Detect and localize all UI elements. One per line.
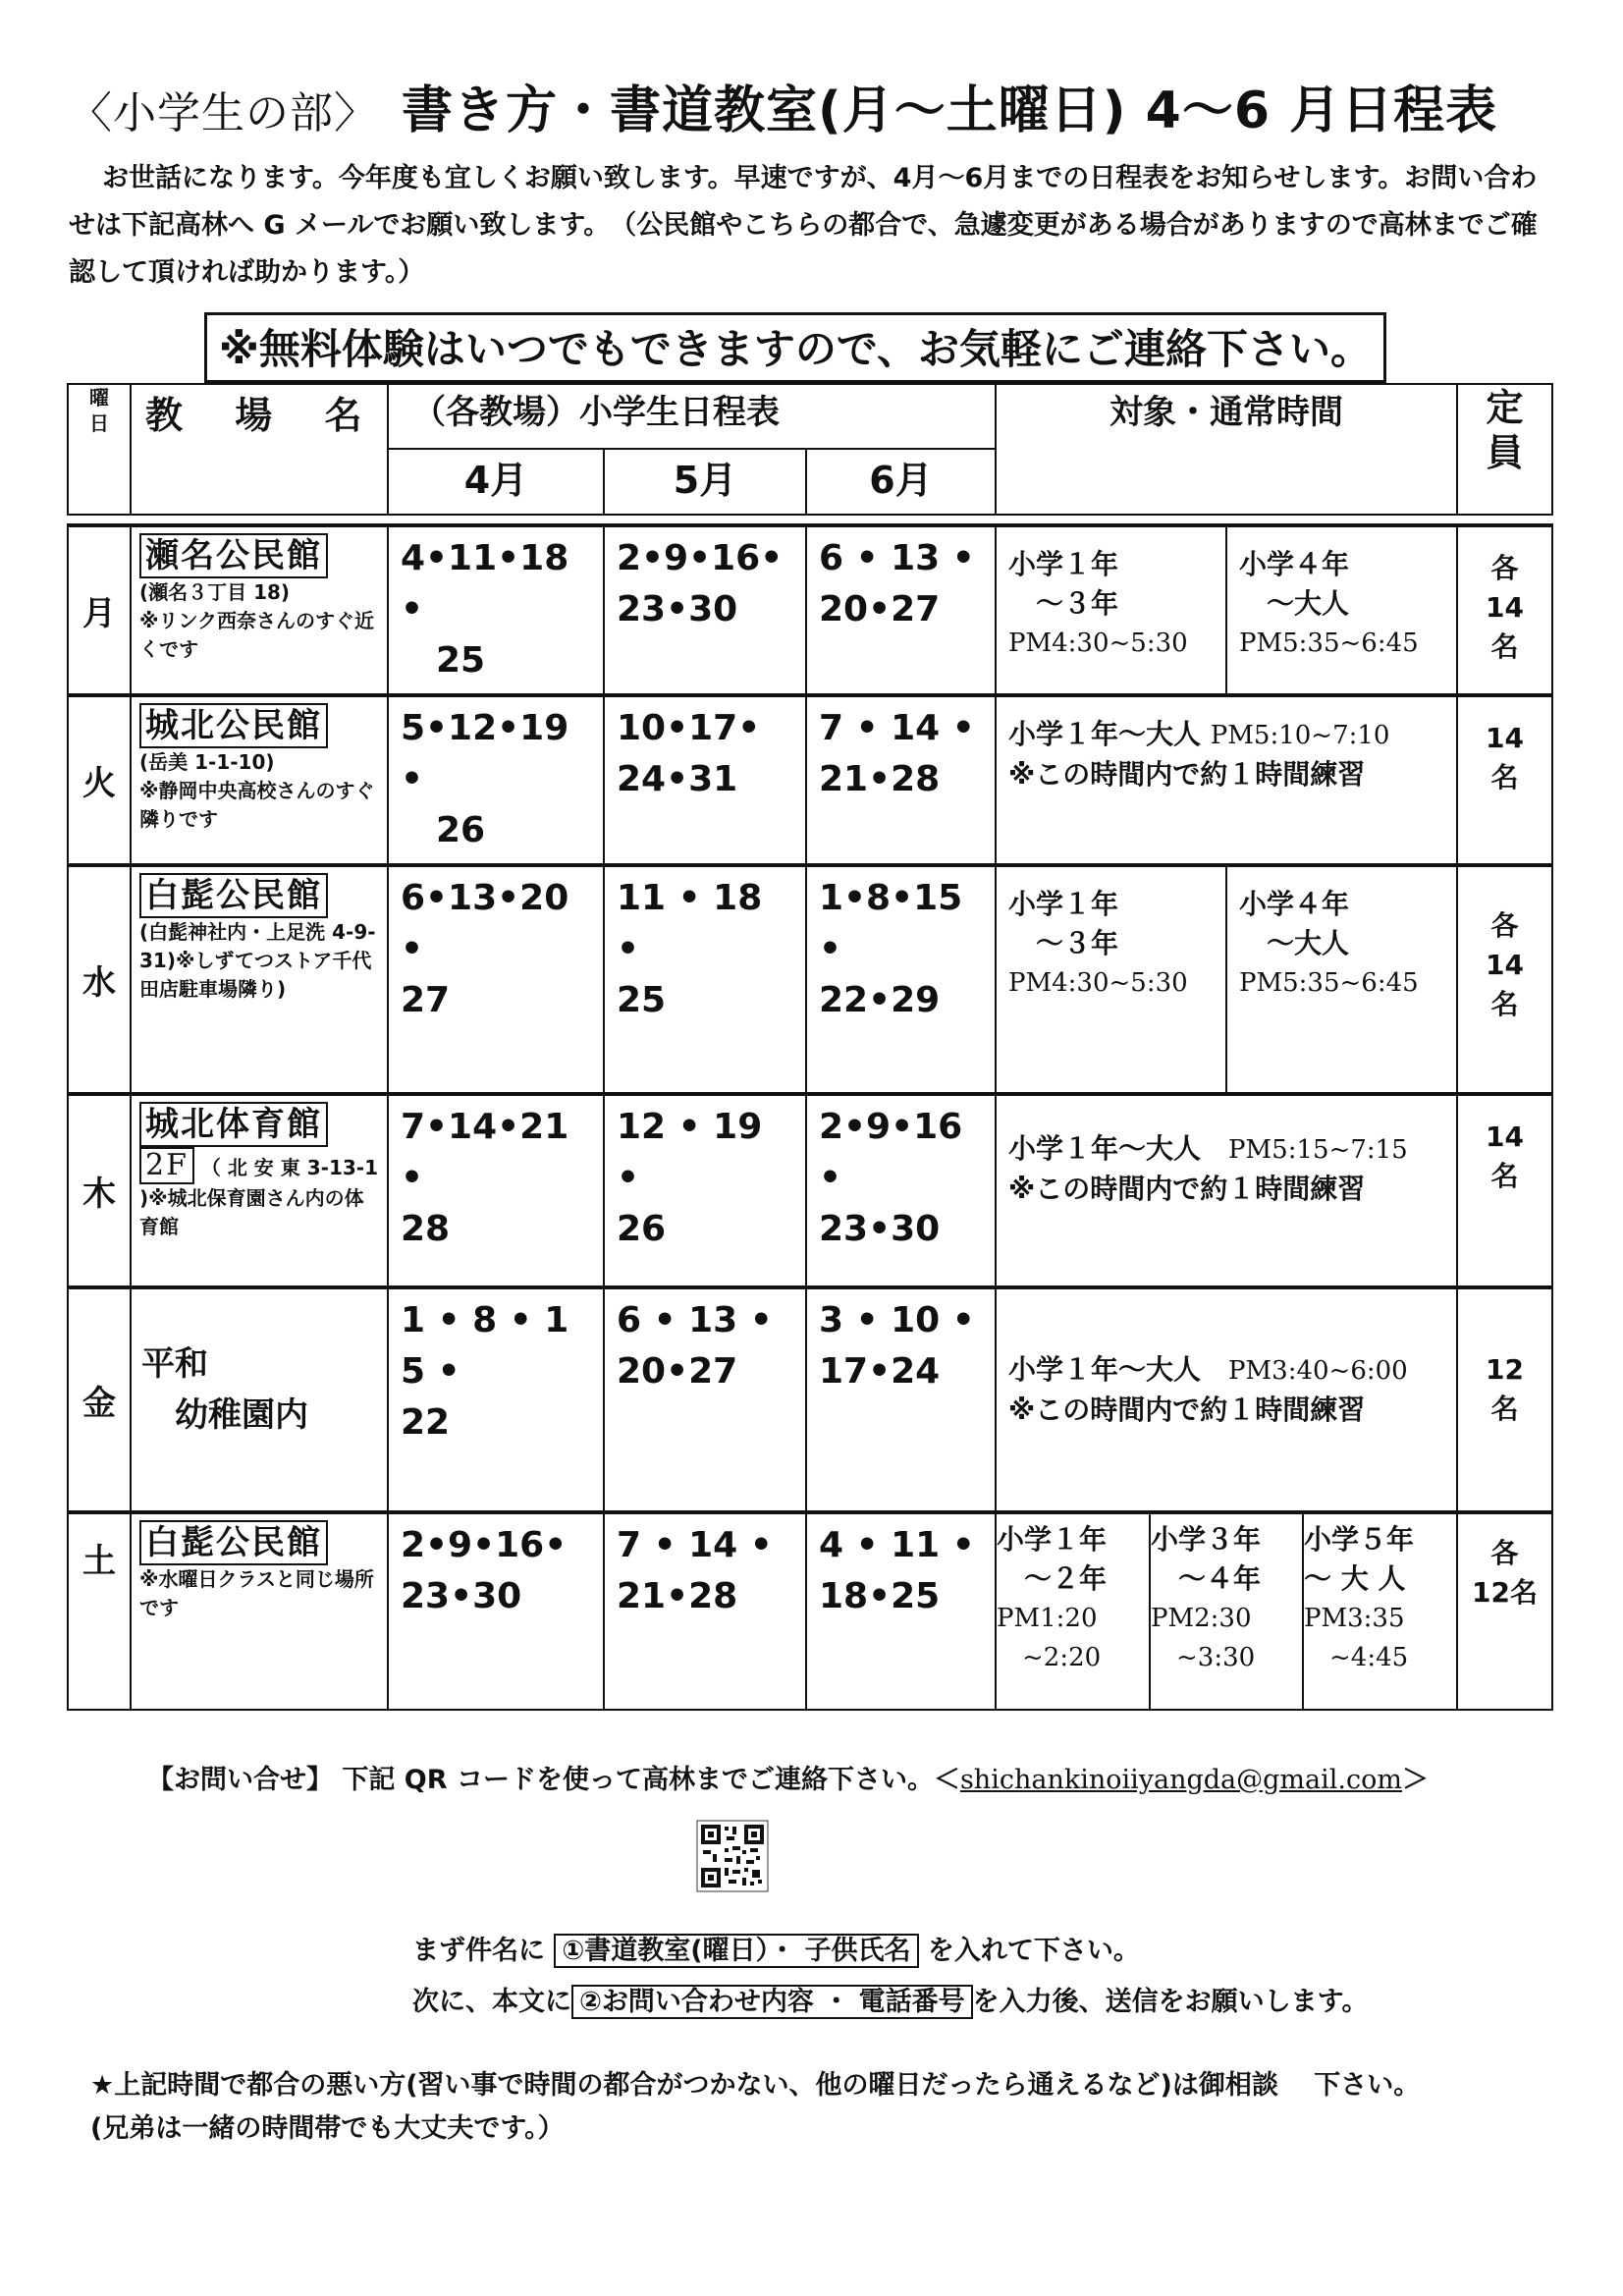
day-cell: 月 bbox=[68, 525, 131, 695]
target-time: PM3:40~6:00 bbox=[1228, 1355, 1408, 1386]
dates-april: 6•13•20• 27 bbox=[388, 865, 604, 1094]
dates-june: 3 • 10 • 17•24 bbox=[806, 1287, 996, 1512]
target-grade: ～３年 bbox=[1008, 926, 1119, 959]
day-cell: 金 bbox=[68, 1287, 131, 1512]
table-row bbox=[68, 1094, 1552, 1287]
instruction-prefix: 次に、本文に bbox=[412, 1987, 571, 2017]
dates-may: 11 • 18 • 25 bbox=[604, 865, 806, 1094]
header-target: 対象・通常時間 bbox=[996, 384, 1457, 515]
target-grade: 小学１年～大人 bbox=[1008, 717, 1202, 750]
target-group bbox=[997, 1514, 1150, 1709]
target-group bbox=[1150, 1514, 1303, 1709]
footer-note bbox=[90, 2064, 1420, 2151]
header-schedule: （各教場）小学生日程表 bbox=[388, 384, 996, 449]
subject-format-box: ①書道教室(曜日）・ 子供氏名 bbox=[554, 1934, 918, 1968]
target-grade: ～２年 bbox=[997, 1561, 1108, 1595]
target-time: PM2:30 bbox=[1151, 1603, 1252, 1633]
target-note: ※この時間内で約１時間練習 bbox=[1008, 757, 1366, 791]
day-cell: 火 bbox=[68, 695, 131, 865]
target-time: PM1:20 bbox=[997, 1603, 1098, 1633]
instruction-line-2 bbox=[412, 1980, 1369, 2018]
dates-may: 2•9•16• 23•30 bbox=[604, 525, 806, 695]
table-row bbox=[68, 525, 1552, 695]
target-time: PM5:35~6:45 bbox=[1239, 967, 1419, 998]
note-line-1: ★上記時間で都合の悪い方(習い事で時間の都合がつかない、他の曜日だったら通えるなど)は御相談 下さい。 bbox=[90, 2070, 1421, 2101]
contact-text: 下記 QR コードを使って高林までご連絡下さい。＜ bbox=[342, 1765, 960, 1795]
target-cell bbox=[996, 525, 1226, 695]
target-grade: ～３年 bbox=[1008, 586, 1119, 620]
dates-june: 2•9•16• 23•30 bbox=[806, 1094, 996, 1287]
target-time: PM4:30~5:30 bbox=[1008, 628, 1188, 658]
target-grade: 小学１年～大人 bbox=[1008, 1352, 1202, 1386]
day-cell: 木 bbox=[68, 1094, 131, 1287]
dates-may: 7 • 14 • 21•28 bbox=[604, 1512, 806, 1710]
instruction-suffix: を入れて下さい。 bbox=[927, 1936, 1140, 1966]
capacity-cell: 各 14 名 bbox=[1457, 525, 1552, 695]
venue-cell bbox=[131, 1512, 388, 1710]
instruction-suffix: を入力後、送信をお願いします。 bbox=[972, 1987, 1369, 2017]
dates-june: 1•8•15• 22•29 bbox=[806, 865, 996, 1094]
header-april: 4月 bbox=[388, 449, 604, 514]
venue-note: (瀬名３丁目 18) ※リンク西奈さんのすぐ近くです bbox=[139, 579, 375, 661]
dates-may: 12 • 19 • 26 bbox=[604, 1094, 806, 1287]
venue-name: 白髭公民館 bbox=[139, 1520, 328, 1565]
target-grade: 小学１年 bbox=[1008, 887, 1119, 920]
capacity-cell: 12 名 bbox=[1457, 1287, 1552, 1512]
title-main: 書き方・書道教室(月～土曜日) 4～6 月日程表 bbox=[402, 82, 1498, 140]
venue-name: 平和 幼稚園内 bbox=[131, 1287, 388, 1512]
target-grade: ～大人 bbox=[1239, 926, 1350, 959]
dates-june: 7 • 14 • 21•28 bbox=[806, 695, 996, 865]
target-group bbox=[1303, 1514, 1456, 1709]
day-cell: 土 bbox=[68, 1512, 131, 1710]
intro-line: お世話になります。今年度も宜しくお願い致します。早速ですが、4月～6月までの日程表をお知らせします。お問い合わせは下記高林へ G メールでお願い致します。 （公民館やこちらの都合で、急遽変更がある場合がありますので高林までご確認して頂ければ助かります。） bbox=[69, 163, 1538, 288]
free-trial-banner: ※無料体験はいつでもできますので、お気軽にご連絡下さい。 bbox=[204, 312, 1386, 383]
venue-note: (岳美 1-1-10) ※静岡中央高校さんのすぐ隣りです bbox=[139, 749, 375, 831]
capacity-cell: 14 名 bbox=[1457, 695, 1552, 865]
target-cell bbox=[996, 1512, 1457, 1710]
target-grade: 小学１年 bbox=[997, 1522, 1108, 1556]
target-cell bbox=[996, 1094, 1457, 1287]
venue-note: ※水曜日クラスと同じ場所です bbox=[139, 1566, 374, 1619]
target-time: ~2:20 bbox=[997, 1642, 1102, 1672]
dates-april: 7•14•21• 28 bbox=[388, 1094, 604, 1287]
schedule-table bbox=[67, 383, 1553, 1711]
table-row bbox=[68, 1287, 1552, 1512]
target-time: PM4:30~5:30 bbox=[1008, 967, 1188, 998]
target-cell bbox=[996, 1287, 1457, 1512]
target-grade: 小学５年 bbox=[1304, 1522, 1415, 1556]
venue-name: 城北公民館 bbox=[139, 703, 328, 748]
page-title bbox=[69, 69, 1561, 142]
dates-may: 10•17• 24•31 bbox=[604, 695, 806, 865]
instruction-line-1 bbox=[412, 1929, 1140, 1967]
target-grade: 小学４年 bbox=[1239, 887, 1350, 920]
target-cell bbox=[996, 695, 1457, 865]
dates-may: 6 • 13 • 20•27 bbox=[604, 1287, 806, 1512]
contact-email-link[interactable]: shichankinoiiyangda@gmail.com bbox=[959, 1765, 1402, 1795]
venue-cell bbox=[131, 695, 388, 865]
body-format-box: ②お問い合わせ内容 ・ 電話番号 bbox=[571, 1985, 973, 2019]
dates-april: 1 • 8 • 15 • 22 bbox=[388, 1287, 604, 1512]
table-row bbox=[68, 865, 1552, 1094]
venue-note: (白髭神社内・上足洗 4-9-31)※しずてつストア千代田店駐車場隣り) bbox=[139, 919, 376, 1001]
header-june: 6月 bbox=[806, 449, 996, 514]
note-line-2: (兄弟は一緒の時間帯でも大丈夫です。） bbox=[90, 2113, 565, 2144]
venue-cell bbox=[131, 865, 388, 1094]
table-row bbox=[68, 1512, 1552, 1710]
target-grade: 小学３年 bbox=[1151, 1522, 1262, 1556]
target-grade: ～４年 bbox=[1151, 1561, 1262, 1595]
contact-line bbox=[147, 1758, 1429, 1796]
dates-april: 4•11•18• 25 bbox=[388, 525, 604, 695]
dates-june: 4 • 11 • 18•25 bbox=[806, 1512, 996, 1710]
dates-april: 5•12•19• 26 bbox=[388, 695, 604, 865]
target-time: PM5:15~7:15 bbox=[1228, 1134, 1408, 1165]
capacity-cell: 各 12名 bbox=[1457, 1512, 1552, 1710]
intro-text bbox=[69, 155, 1561, 297]
venue-floor: 2F bbox=[139, 1147, 194, 1184]
day-cell: 水 bbox=[68, 865, 131, 1094]
target-grade: 小学４年 bbox=[1239, 547, 1350, 580]
venue-name: 白髭公民館 bbox=[139, 873, 328, 918]
venue-cell bbox=[131, 525, 388, 695]
target-grade: ～ 大 人 bbox=[1304, 1561, 1406, 1595]
target-cell bbox=[996, 865, 1226, 1094]
dates-april: 2•9•16• 23•30 bbox=[388, 1512, 604, 1710]
target-cell bbox=[1226, 865, 1457, 1094]
instruction-prefix: まず件名に bbox=[412, 1936, 545, 1966]
header-venue: 教 場 名 bbox=[131, 384, 388, 515]
target-grade: ～大人 bbox=[1239, 586, 1350, 620]
header-day: 曜日 bbox=[68, 384, 131, 515]
dates-june: 6 • 13 • 20•27 bbox=[806, 525, 996, 695]
target-note: ※この時間内で約１時間練習 bbox=[1008, 1172, 1366, 1205]
qr-code-icon[interactable] bbox=[685, 1805, 780, 1913]
capacity-cell: 14 名 bbox=[1457, 1094, 1552, 1287]
target-time: PM3:35 bbox=[1304, 1603, 1405, 1633]
target-grade: 小学１年 bbox=[1008, 547, 1119, 580]
target-grade: 小学１年～大人 bbox=[1008, 1131, 1202, 1165]
target-cell bbox=[1226, 525, 1457, 695]
venue-note bbox=[139, 1147, 379, 1241]
venue-address: （ 北 安 東 3-13-1 )※城北保育園さん内の体育館 bbox=[139, 1155, 378, 1238]
target-note: ※この時間内で約１時間練習 bbox=[1008, 1393, 1366, 1426]
target-time: PM5:35~6:45 bbox=[1239, 628, 1419, 658]
contact-close: ＞ bbox=[1401, 1765, 1429, 1795]
header-capacity: 定員 bbox=[1457, 384, 1552, 515]
target-time: ~4:45 bbox=[1304, 1642, 1409, 1672]
title-prefix: 〈小学生の部〉 bbox=[69, 88, 378, 138]
target-time: PM5:10~7:10 bbox=[1210, 720, 1390, 750]
contact-label: 【お問い合せ】 bbox=[147, 1765, 333, 1795]
venue-name: 城北体育館 bbox=[139, 1102, 328, 1147]
capacity-cell: 各 14 名 bbox=[1457, 865, 1552, 1094]
venue-name: 瀬名公民館 bbox=[139, 533, 328, 578]
header-may: 5月 bbox=[604, 449, 806, 514]
table-row bbox=[68, 695, 1552, 865]
target-time: ~3:30 bbox=[1151, 1642, 1256, 1672]
venue-cell bbox=[131, 1094, 388, 1287]
